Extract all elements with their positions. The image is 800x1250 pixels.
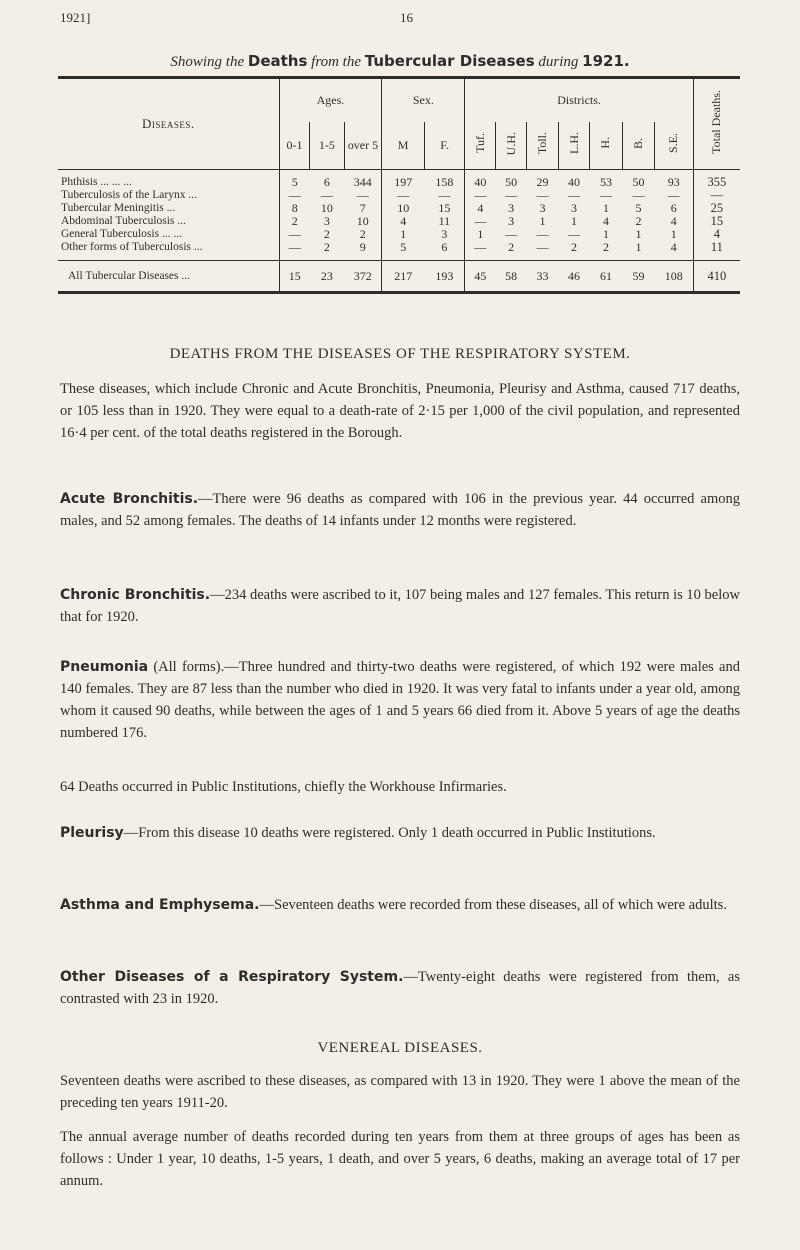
table-cell: 1 (382, 228, 425, 241)
table-cell: — (599, 188, 612, 202)
table-cell: 5 (382, 241, 425, 261)
table-cell: 6 (670, 201, 677, 215)
table-cell: 1 (539, 214, 546, 228)
table-cell: — (438, 188, 451, 202)
acute-bronchitis-text: —There were 96 deaths as compared with 106 in the previous year. 44 occurred among males, and 52 among females. The deaths of 14 infants under 12 months were registered. (60, 491, 741, 529)
sex-header: M (382, 122, 425, 170)
table-cell: 4 (602, 214, 609, 228)
table-cell: — (505, 188, 518, 202)
table-cell: 53 (599, 175, 612, 189)
table-cell: 3 (323, 214, 330, 228)
table-cell: 40 (568, 175, 580, 189)
header-year: 1921] (60, 10, 91, 25)
table-cell: 7 (359, 201, 366, 215)
table-cell: 355 (693, 170, 740, 190)
disease-name: Other forms of Tuberculosis ... (61, 241, 203, 253)
table-cell: — (382, 189, 425, 202)
table-cell: 11 (693, 241, 740, 261)
table-cell: 217 (382, 261, 425, 293)
table-cell: 4 (382, 215, 425, 228)
table-cell: 1 (635, 227, 642, 241)
table-cell: 6 (441, 240, 448, 254)
pleurisy-paragraph (60, 822, 740, 844)
table-cell: 5 (635, 201, 642, 215)
table-cell: — (465, 241, 495, 261)
tubercular-deaths-table (58, 76, 740, 294)
ages-group-header: Ages. (279, 78, 381, 122)
age-header: over 5 (344, 122, 382, 170)
table-cell: 108 (655, 261, 694, 293)
table-cell: 1 (465, 228, 495, 241)
table-cell: — (536, 240, 549, 254)
table-cell: 1 (602, 201, 609, 215)
table-cell: 45 (465, 261, 495, 293)
table-cell: 3 (441, 227, 448, 241)
table-cell: — (568, 227, 580, 241)
table-cell: 23 (310, 261, 345, 293)
total-deaths-header: Total Deaths. (693, 78, 740, 170)
table-cell: 2 (279, 215, 309, 228)
table-cell: 3 (571, 201, 577, 215)
caption-part1: Showing the (170, 54, 248, 70)
asthma-text: —Seventeen deaths were recorded from these diseases, all of which were adults. (259, 897, 727, 913)
table-cell: 3 (539, 201, 546, 215)
table-cell: 5 (279, 170, 309, 190)
pleurisy-text: —From this disease 10 deaths were registered. Only 1 death occurred in Public Institutions. (123, 825, 656, 841)
table-cell: 93 (667, 175, 680, 189)
venereal-paragraph-1: Seventeen deaths were ascribed to these diseases, as compared with 13 in 1920. They were 1 above the mean of the preceding ten years 1911-20. (60, 1073, 740, 1111)
institutions-paragraph: 64 Deaths occurred in Public Institutions, chiefly the Workhouse Infirmaries. (60, 779, 507, 795)
table-cell: 410 (693, 261, 740, 293)
pneumonia-heading: Pneumonia (60, 659, 149, 675)
table-cell: — (320, 188, 333, 202)
table-cell: — (356, 188, 369, 202)
table-cell: 2 (635, 214, 642, 228)
venereal-section-title: VENEREAL DISEASES. (317, 1040, 483, 1056)
total-row (58, 261, 740, 293)
table-cell: 40 (465, 170, 495, 190)
table-cell: 1 (670, 227, 677, 241)
table-cell: 25 (693, 202, 740, 215)
chronic-bronchitis-text: —234 deaths were ascribed to it, 107 being males and 127 females. This return is 10 below that for 1920. (60, 587, 740, 625)
page-number: 16 (400, 10, 413, 25)
table-cell: — (465, 215, 495, 228)
district-header: H. (590, 122, 622, 170)
pneumonia-paragraph (60, 656, 740, 744)
district-header: U.H. (495, 122, 526, 170)
table-cell: — (536, 188, 549, 202)
table-cell: — (465, 189, 495, 202)
sex-group-header: Sex. (382, 78, 465, 122)
table-cell: 2 (571, 240, 577, 254)
table-cell: 50 (632, 175, 645, 189)
pneumonia-text: (All forms).—Three hundred and thirty-two deaths were registered, of which 192 were males and 140 females. They are 87 less than the number who died in 1920. It was very fatal to infants under a year old, among whom it caused 90 deaths, while between the ages of 1 and 5 years 66 died from it. Above 5 years of age the deaths numbered 176. (60, 659, 740, 741)
district-header: Tuf. (465, 122, 495, 170)
disease-name: All Tubercular Diseases ... (58, 261, 279, 293)
table-cell: 2 (602, 240, 609, 254)
table-cell: — (279, 189, 309, 202)
acute-bronchitis-paragraph (60, 488, 740, 532)
table-cell: 59 (622, 261, 654, 293)
district-header: L.H. (558, 122, 589, 170)
table-cell: — (279, 228, 309, 241)
district-header: S.E. (655, 122, 694, 170)
table-cell: 193 (424, 261, 465, 293)
respiratory-intro: These diseases, which include Chronic and Acute Bronchitis, Pneumonia, Pleurisy and Asthma, caused 717 deaths, or 105 less than in 1920. They were equal to a death-rate of 2·15 per 1,000 of the civil population, and represented 16·4 per cent. of the total deaths registered in the Borough. (60, 381, 740, 441)
table-cell: 4 (670, 240, 677, 254)
disease-name: Abdominal Tuberculosis ... (61, 215, 186, 227)
age-header: 0-1 (279, 122, 309, 170)
table-cell: 8 (279, 202, 309, 215)
table-cell: 344 (353, 175, 372, 189)
table-row (58, 241, 740, 261)
table-cell: — (505, 227, 518, 241)
table-cell: 10 (382, 202, 425, 215)
table-cell: 3 (508, 214, 515, 228)
table-body (58, 170, 740, 293)
col-diseases-header: Diseases. (58, 78, 279, 170)
table-cell: 197 (382, 170, 425, 190)
table-cell: 158 (435, 175, 454, 189)
table-cell: 46 (558, 261, 589, 293)
district-header: Toll. (527, 122, 558, 170)
table-cell: 372 (344, 261, 382, 293)
other-respiratory-paragraph (60, 966, 740, 1010)
table-cell: 1 (571, 214, 577, 228)
table-cell: 29 (536, 175, 549, 189)
district-header: B. (622, 122, 654, 170)
table-cell: 10 (356, 214, 369, 228)
table-cell: 9 (359, 240, 366, 254)
disease-name: Tuberculosis of the Larynx ... (61, 189, 197, 201)
table-cell: — (568, 188, 580, 202)
other-respiratory-heading: Other Diseases of a Respiratory System. (60, 969, 404, 985)
age-header: 1-5 (310, 122, 345, 170)
disease-name: Phthisis ... ... ... (61, 176, 132, 188)
table-cell: 33 (527, 261, 558, 293)
other-respiratory-text: —Twenty-eight deaths were registered from them, as contrasted with 23 in 1920. (60, 969, 740, 1007)
table-cell: 4 (693, 228, 740, 241)
table-cell: 1 (635, 240, 642, 254)
table-cell: 3 (508, 201, 515, 215)
venereal-paragraph-2: The annual average number of deaths recorded during ten years from them at three groups of ages has been as follows : Under 1 year, 10 deaths, 1-5 years, 1 death, and over 5 years, 6 deaths, making an average total of 17 per annum. (60, 1129, 740, 1189)
caption-part5: during (534, 54, 583, 70)
table-cell: 2 (323, 240, 330, 254)
caption-part4: Tubercular Diseases (364, 52, 535, 70)
table-cell: 58 (495, 261, 526, 293)
table-cell: 6 (323, 175, 330, 189)
table-cell: — (279, 241, 309, 261)
caption-part6: 1921. (582, 52, 630, 70)
caption-part3: from the (307, 54, 365, 70)
districts-group-header: Districts. (465, 78, 693, 122)
table-cell: 11 (438, 214, 451, 228)
table-cell: 15 (438, 201, 451, 215)
page-header (60, 6, 740, 26)
acute-bronchitis-heading: Acute Bronchitis. (60, 491, 199, 507)
table-cell: 4 (670, 214, 677, 228)
asthma-paragraph (60, 894, 740, 916)
pleurisy-heading: Pleurisy (60, 825, 124, 841)
table-cell: 1 (602, 227, 609, 241)
chronic-bronchitis-paragraph (60, 584, 740, 628)
table-cell: 15 (693, 215, 740, 228)
table-cell: 2 (323, 227, 330, 241)
table-cell: 50 (505, 175, 518, 189)
caption-part2: Deaths (247, 52, 308, 70)
table-cell: 61 (590, 261, 622, 293)
chronic-bronchitis-heading: Chronic Bronchitis. (60, 587, 211, 603)
table-cell: 2 (508, 240, 515, 254)
table-cell: 10 (320, 201, 333, 215)
sex-header: F. (424, 122, 465, 170)
disease-name: General Tuberculosis ... ... (61, 228, 183, 240)
table-cell: — (693, 189, 740, 202)
disease-name: Tubercular Meningitis ... (61, 202, 176, 214)
table-cell: — (632, 188, 645, 202)
table-cell: 15 (279, 261, 309, 293)
asthma-heading: Asthma and Emphysema. (60, 897, 260, 913)
table-cell: — (667, 188, 680, 202)
respiratory-section-title: DEATHS FROM THE DISEASES OF THE RESPIRATORY SYSTEM. (169, 346, 631, 362)
table-row (58, 170, 740, 190)
table-caption (0, 52, 800, 71)
table-cell: 2 (359, 227, 366, 241)
table-cell: 4 (465, 202, 495, 215)
table-cell: — (536, 227, 549, 241)
